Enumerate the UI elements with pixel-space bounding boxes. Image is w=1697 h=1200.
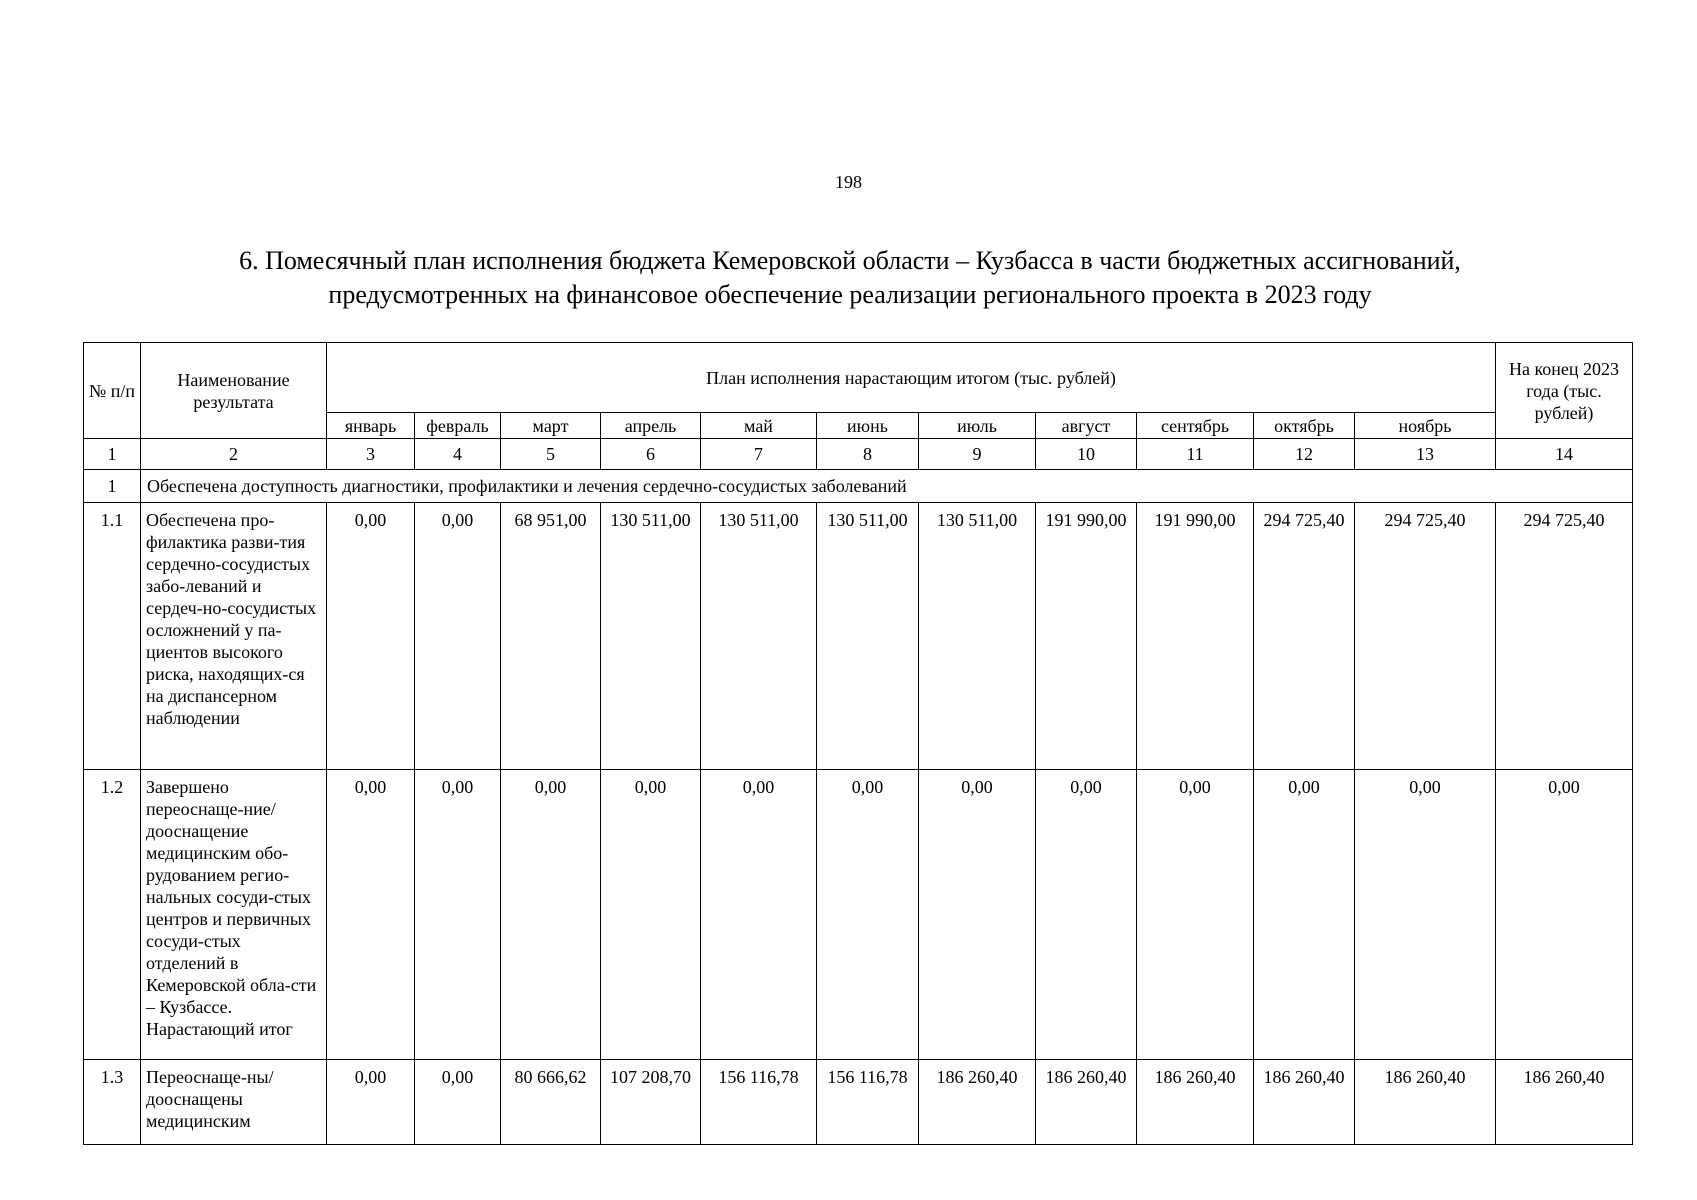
column-number: 6: [601, 439, 701, 470]
table-row: [84, 503, 1633, 770]
row-value: 0,00: [1355, 770, 1496, 1060]
row-value: 0,00: [415, 1060, 501, 1145]
row-num: 1.3: [84, 1060, 141, 1145]
title-line-2: предусмотренных на финансовое обеспечение реализации регионального проекта в 2023 году: [328, 280, 1372, 309]
column-number: 13: [1355, 439, 1496, 470]
row-name: Переоснаще-ны/дооснащены медицинским: [141, 1060, 327, 1145]
table-row: [84, 770, 1633, 1060]
column-number: 3: [327, 439, 415, 470]
row-num: 1.1: [84, 503, 141, 770]
row-value: 107 208,70: [601, 1060, 701, 1145]
row-value: 294 725,40: [1254, 503, 1355, 770]
section-num: 1: [84, 470, 141, 503]
column-number: 8: [817, 439, 919, 470]
month-header: октябрь: [1254, 413, 1355, 439]
row-value: 0,00: [1137, 770, 1254, 1060]
section-title: Обеспечена доступность диагностики, профилактики и лечения сердечно-сосудистых заболеваний: [141, 470, 1633, 503]
header-year-end: На конец 2023 года (тыс. рублей): [1496, 343, 1633, 439]
row-value: 130 511,00: [601, 503, 701, 770]
month-header: апрель: [601, 413, 701, 439]
row-num: 1.2: [84, 770, 141, 1060]
column-number: 14: [1496, 439, 1633, 470]
row-value: 0,00: [1036, 770, 1137, 1060]
row-value: 0,00: [415, 770, 501, 1060]
row-value: 0,00: [327, 1060, 415, 1145]
row-value: 186 260,40: [1036, 1060, 1137, 1145]
row-value: 0,00: [1254, 770, 1355, 1060]
title-line-1: 6. Помесячный план исполнения бюджета Кемеровской области – Кузбасса в части бюджетных ассигнований,: [239, 246, 1461, 275]
month-header: август: [1036, 413, 1137, 439]
row-value: 186 260,40: [1137, 1060, 1254, 1145]
header-row: [84, 343, 1633, 413]
row-value: 186 260,40: [1254, 1060, 1355, 1145]
column-number: 4: [415, 439, 501, 470]
month-header: сентябрь: [1137, 413, 1254, 439]
row-value: 130 511,00: [701, 503, 817, 770]
row-value: 130 511,00: [817, 503, 919, 770]
row-name: Завершено переоснаще-ние/дооснащение медицинским обо-рудованием регио-нальных сосуди-стых центров и первичных сосуди-стых отделений в Кемеровской обла-сти – Кузбассе. Нарастающий итог: [141, 770, 327, 1060]
column-number: 9: [919, 439, 1036, 470]
month-header: июль: [919, 413, 1036, 439]
row-value: 294 725,40: [1355, 503, 1496, 770]
row-value: 156 116,78: [817, 1060, 919, 1145]
row-value: 0,00: [919, 770, 1036, 1060]
column-number: 7: [701, 439, 817, 470]
row-value: 0,00: [601, 770, 701, 1060]
budget-plan-table: [83, 342, 1633, 1145]
row-value: 0,00: [817, 770, 919, 1060]
column-number: 12: [1254, 439, 1355, 470]
row-value: 0,00: [1496, 770, 1633, 1060]
month-header: март: [501, 413, 601, 439]
row-value: 68 951,00: [501, 503, 601, 770]
row-value: 191 990,00: [1036, 503, 1137, 770]
column-number-row: [84, 439, 1633, 470]
page-number: 198: [835, 172, 862, 192]
month-header: май: [701, 413, 817, 439]
row-value: 0,00: [701, 770, 817, 1060]
column-number: 11: [1137, 439, 1254, 470]
row-value: 186 260,40: [919, 1060, 1036, 1145]
row-value: 130 511,00: [919, 503, 1036, 770]
row-value: 156 116,78: [701, 1060, 817, 1145]
month-header: ноябрь: [1355, 413, 1496, 439]
row-value: 191 990,00: [1137, 503, 1254, 770]
header-name: Наименование результата: [141, 343, 327, 439]
header-plan: План исполнения нарастающим итогом (тыс. рублей): [327, 343, 1496, 413]
header-num: № п/п: [84, 343, 141, 439]
column-number: 5: [501, 439, 601, 470]
row-name: Обеспечена про-филактика разви-тия сердечно-сосудистых забо-леваний и сердеч-но-сосудистых осложнений у па-циентов высокого риска, находящих-ся на диспансерном наблюдении: [141, 503, 327, 770]
row-value: 80 666,62: [501, 1060, 601, 1145]
column-number: 2: [141, 439, 327, 470]
section-row: [84, 470, 1633, 503]
month-header: январь: [327, 413, 415, 439]
document-title: [60, 244, 1640, 312]
row-value: 0,00: [327, 503, 415, 770]
row-value: 0,00: [501, 770, 601, 1060]
month-header: февраль: [415, 413, 501, 439]
column-number: 1: [84, 439, 141, 470]
column-number: 10: [1036, 439, 1137, 470]
row-value: 186 260,40: [1355, 1060, 1496, 1145]
month-header: июнь: [817, 413, 919, 439]
table-row: [84, 1060, 1633, 1145]
row-value: 0,00: [415, 503, 501, 770]
row-value: 0,00: [327, 770, 415, 1060]
row-value: 294 725,40: [1496, 503, 1633, 770]
row-value: 186 260,40: [1496, 1060, 1633, 1145]
